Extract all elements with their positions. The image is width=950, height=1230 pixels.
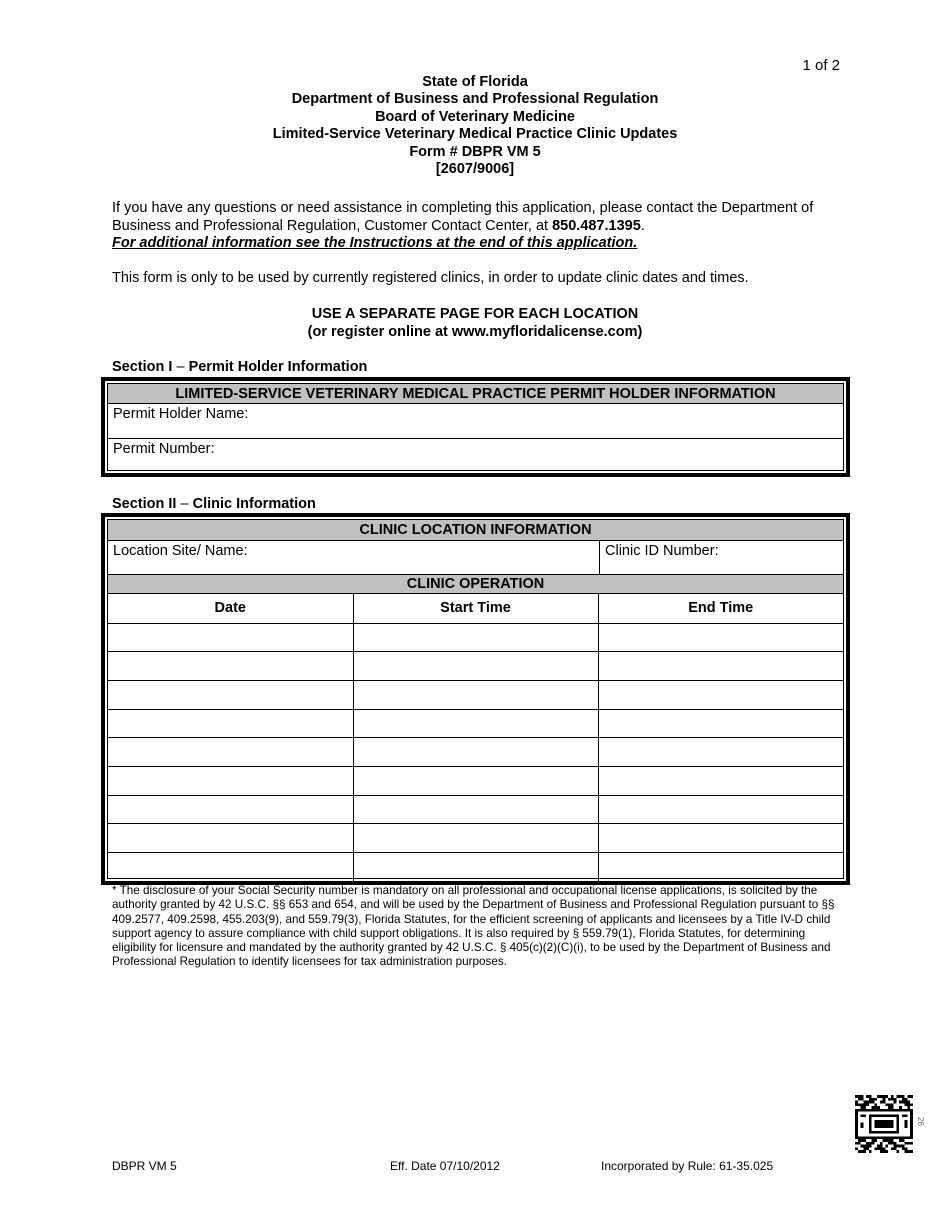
- qr-side-code: 26: [916, 1117, 925, 1126]
- date-cell[interactable]: [108, 738, 353, 767]
- separate-page-line1: USE A SEPARATE PAGE FOR EACH LOCATION: [311, 306, 639, 322]
- separate-page-notice: [0, 306, 950, 341]
- end-time-cell[interactable]: [598, 824, 843, 853]
- start-time-cell[interactable]: [353, 680, 598, 709]
- date-cell[interactable]: [108, 824, 353, 853]
- clinic-location-band: CLINIC LOCATION INFORMATION: [108, 520, 843, 541]
- start-time-cell[interactable]: [353, 738, 598, 767]
- date-column-header: Date: [108, 594, 353, 623]
- schedule-row: [108, 709, 843, 738]
- permit-number-label: Permit Number:: [113, 441, 215, 457]
- end-time-column-header: End Time: [598, 594, 843, 623]
- header-form-codes: [2607/9006]: [435, 161, 515, 178]
- date-cell[interactable]: [108, 795, 353, 824]
- form-header: [0, 74, 950, 178]
- start-time-cell[interactable]: [353, 652, 598, 681]
- section2-title-dash: –: [176, 496, 193, 512]
- start-time-cell[interactable]: [353, 766, 598, 795]
- separate-page-line2: (or register online at www.myfloridalicense.com): [307, 323, 643, 340]
- schedule-row: [108, 652, 843, 681]
- start-time-cell[interactable]: [353, 853, 598, 881]
- clinic-schedule-table: [108, 594, 843, 881]
- section2-title-prefix: Section II: [112, 496, 177, 512]
- end-time-cell[interactable]: [598, 795, 843, 824]
- permit-holder-name-label: Permit Holder Name:: [113, 406, 249, 422]
- section1-title-prefix: Section I: [112, 359, 173, 375]
- header-form-number: Form # DBPR VM 5: [409, 143, 541, 160]
- header-department: Department of Business and Professional Regulation: [291, 91, 659, 108]
- footer-form-id: DBPR VM 5: [112, 1159, 177, 1173]
- clinic-id-number-field[interactable]: [600, 541, 843, 574]
- additional-info-note: For additional information see the Instructions at the end of this application.: [112, 235, 638, 251]
- section1-title-dash: –: [172, 359, 189, 375]
- intro-text: If you have any questions or need assistance in completing this application, please contact the Department of Business and Professional Regulation, Customer Contact Center, at: [112, 200, 814, 234]
- section2-title-suffix: Clinic Information: [192, 496, 316, 512]
- end-time-cell[interactable]: [598, 652, 843, 681]
- permit-number-field[interactable]: [108, 439, 843, 472]
- start-time-column-header: Start Time: [353, 594, 598, 623]
- clinic-info-box: [101, 513, 850, 885]
- schedule-row: [108, 623, 843, 652]
- location-site-name-label: Location Site/ Name:: [113, 543, 248, 559]
- usage-note: This form is only to be used by currently registered clinics, in order to update clinic dates and times.: [112, 270, 749, 286]
- clinic-id-number-label: Clinic ID Number:: [605, 543, 719, 559]
- date-cell[interactable]: [108, 652, 353, 681]
- permit-holder-band: LIMITED-SERVICE VETERINARY MEDICAL PRACTICE PERMIT HOLDER INFORMATION: [108, 384, 843, 404]
- date-cell[interactable]: [108, 623, 353, 652]
- section1-title: [112, 359, 367, 375]
- footer-effective-date: Eff. Date 07/10/2012: [390, 1159, 500, 1173]
- ssn-disclosure-note: * The disclosure of your Social Security number is mandatory on all professional and occupational license applications, is solicited by the authority granted by 42 U.S.C. §§ 653 and 654, and will be used by the Department of Business and Professional Regulation pursuant to §§ 409.2577, 409.2598, 455.203(9), and 559.79(3), Florida Statutes, for the efficient screening of applicants and licensees by a Title IV-D child support agency to assure compliance with child support obligations. It is also required by § 559.79(1), Florida Statutes, for determining eligibility for licensure and mandated by the authority granted by 42 U.S.C. § 405(c)(2)(C)(i), to be used by the Department of Business and Professional Regulation to identify licensees for tax administration purposes.: [112, 884, 835, 969]
- date-cell[interactable]: [108, 680, 353, 709]
- permit-holder-name-field[interactable]: [108, 404, 843, 439]
- qr-code-icon: [855, 1095, 913, 1153]
- schedule-row: [108, 738, 843, 767]
- footer-rule: Incorporated by Rule: 61-35.025: [601, 1159, 774, 1173]
- schedule-row: [108, 766, 843, 795]
- schedule-row: [108, 795, 843, 824]
- page-number: 1 of 2: [802, 57, 840, 74]
- schedule-row: [108, 824, 843, 853]
- end-time-cell[interactable]: [598, 680, 843, 709]
- date-cell[interactable]: [108, 766, 353, 795]
- section2-title: [112, 496, 316, 512]
- intro-paragraph: [112, 200, 832, 253]
- header-board: Board of Veterinary Medicine: [375, 108, 575, 125]
- end-time-cell[interactable]: [598, 766, 843, 795]
- end-time-cell[interactable]: [598, 853, 843, 881]
- schedule-header-row: [108, 594, 843, 623]
- end-time-cell[interactable]: [598, 623, 843, 652]
- schedule-row: [108, 680, 843, 709]
- start-time-cell[interactable]: [353, 623, 598, 652]
- date-cell[interactable]: [108, 853, 353, 881]
- end-time-cell[interactable]: [598, 709, 843, 738]
- end-time-cell[interactable]: [598, 738, 843, 767]
- schedule-row: [108, 853, 843, 881]
- clinic-location-row: [108, 541, 843, 575]
- header-state: State of Florida: [422, 74, 528, 90]
- location-site-name-field[interactable]: [108, 541, 600, 574]
- start-time-cell[interactable]: [353, 709, 598, 738]
- date-cell[interactable]: [108, 709, 353, 738]
- header-form-title: Limited-Service Veterinary Medical Practice Clinic Updates: [272, 126, 678, 143]
- contact-phone: 850.487.1395: [552, 217, 641, 234]
- intro-period: .: [640, 217, 645, 234]
- section1-title-suffix: Permit Holder Information: [188, 359, 368, 375]
- permit-holder-box: [101, 377, 850, 477]
- start-time-cell[interactable]: [353, 795, 598, 824]
- start-time-cell[interactable]: [353, 824, 598, 853]
- clinic-operation-band: CLINIC OPERATION: [108, 575, 843, 594]
